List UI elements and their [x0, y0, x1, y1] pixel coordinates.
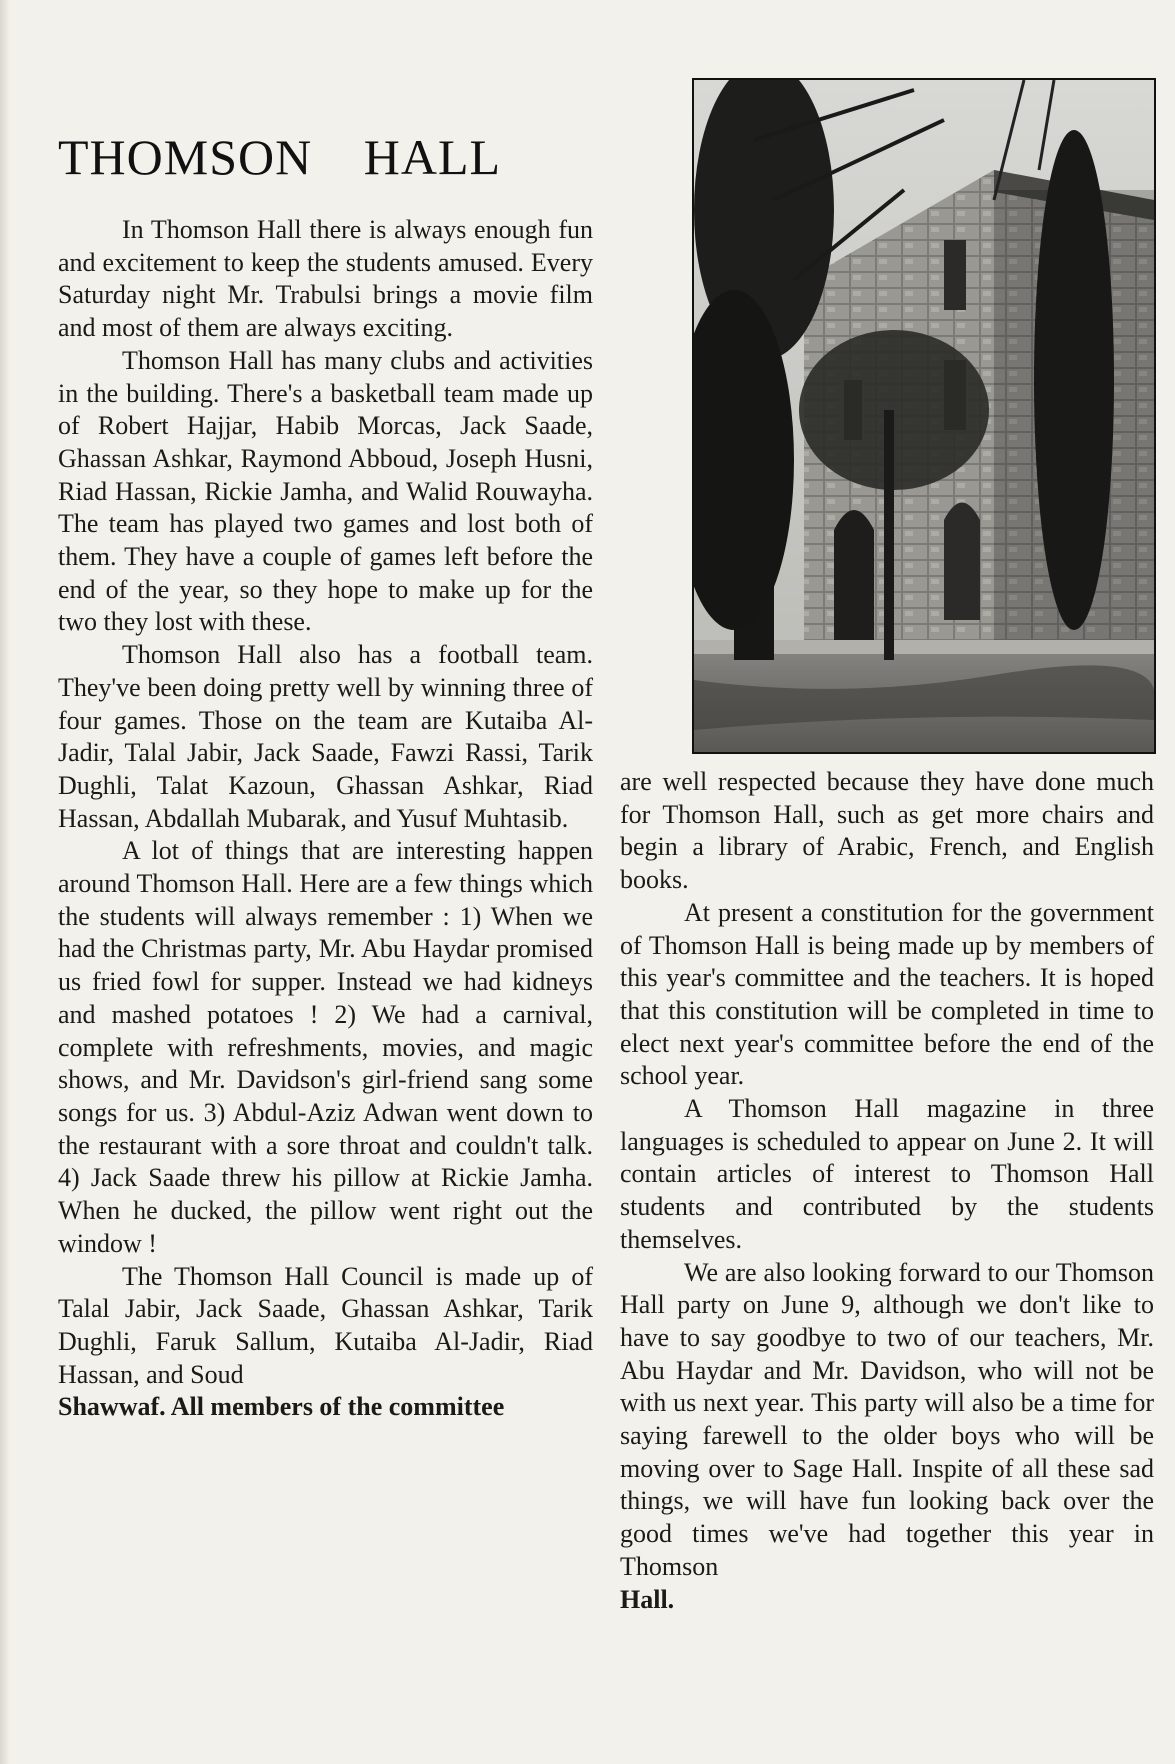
page-edge [0, 0, 10, 1764]
left-column [58, 214, 593, 1424]
building-photo [692, 78, 1156, 754]
paragraph-party-end: Hall. [620, 1584, 675, 1614]
right-column [620, 766, 1154, 1616]
paragraph-committee: are well respected because they have done much for Thomson Hall, such as get more chairs and begin a library of Arabic, French, and English books. [620, 767, 1154, 895]
paragraph-council: The Thomson Hall Council is made up of Talal Jabir, Jack Saade, Ghassan Ashkar, Tarik Dughli, Faruk Sallum, Kutaiba Al-Jadir, Riad Hassan, and Soud [58, 1261, 593, 1389]
paragraph-magazine: A Thomson Hall magazine in three languages is scheduled to appear on June 2. It will contain articles of interest to Thomson Hall students and contributed by the students themselves. [620, 1094, 1154, 1254]
paragraph-football: Thomson Hall also has a football team. They've been doing pretty well by winning three of four games. Those on the team are Kutaiba Al-Jadir, Talal Jabir, Jack Saade, Fawzi Rassi, Tarik Dughli, Talat Kazoun, Ghassan Ashkar, Riad Hassan, Abdallah Mubarak, and Yusuf Muhtasib. [58, 640, 593, 833]
paragraph-constitution: At present a constitution for the government of Thomson Hall is being made up by members of this year's committee and the teachers. It is hoped that this constitution will be completed in time to elect next year's committee before the end of the school year. [620, 897, 1154, 1091]
paragraph-memories: A lot of things that are interesting happen around Thomson Hall. Here are a few things which the students will always remember : 1) When we had the Christmas party, Mr. Abu Haydar promised us fried fowl for supper. Instead we had kidneys and mashed potatoes ! 2) We had a carnival, complete with refreshments, movies, and magic shows, and Mr. Davidson's girl-friend sang some songs for us. 3) Abdul-Aziz Adwan went down to the restaurant with a sore throat and couldn't talk. 4) Jack Saade threw his pillow at Rickie Jamha. When he ducked, the pillow went right out the window ! [58, 836, 593, 1258]
paragraph-intro: In Thomson Hall there is always enough fun and excitement to keep the students amused. Every Saturday night Mr. Trabulsi brings a movie film and most of them are always exciting. [58, 215, 593, 343]
paragraph-council-end: Shawwaf. All members of the committee [58, 1392, 505, 1422]
article-title: THOMSON HALL [58, 129, 502, 185]
thomson-hall-photo [694, 80, 1154, 752]
paragraph-basketball: Thomson Hall has many clubs and activities in the building. There's a basketball team made up of Robert Hajjar, Habib Morcas, Jack Saade, Ghassan Ashkar, Raymond Abboud, Joseph Husni, Riad Hassan, Rickie Jamha, and Walid Rouwayha. The team has played two games and lost both of them. They have a couple of games left before the end of the year, so they hope to make up for the two they lost with these. [58, 345, 593, 637]
paragraph-party: We are also looking forward to our Thomson Hall party on June 9, although we don't like to have to say goodbye to two of our teachers, Mr. Abu Haydar and Mr. Davidson, who will not be with us next year. This party will also be a time for saying farewell to the older boys who will be moving over to Sage Hall. Inspite of all these sad things, we will have fun looking back over the good times we've had together this year in Thomson [620, 1257, 1154, 1581]
